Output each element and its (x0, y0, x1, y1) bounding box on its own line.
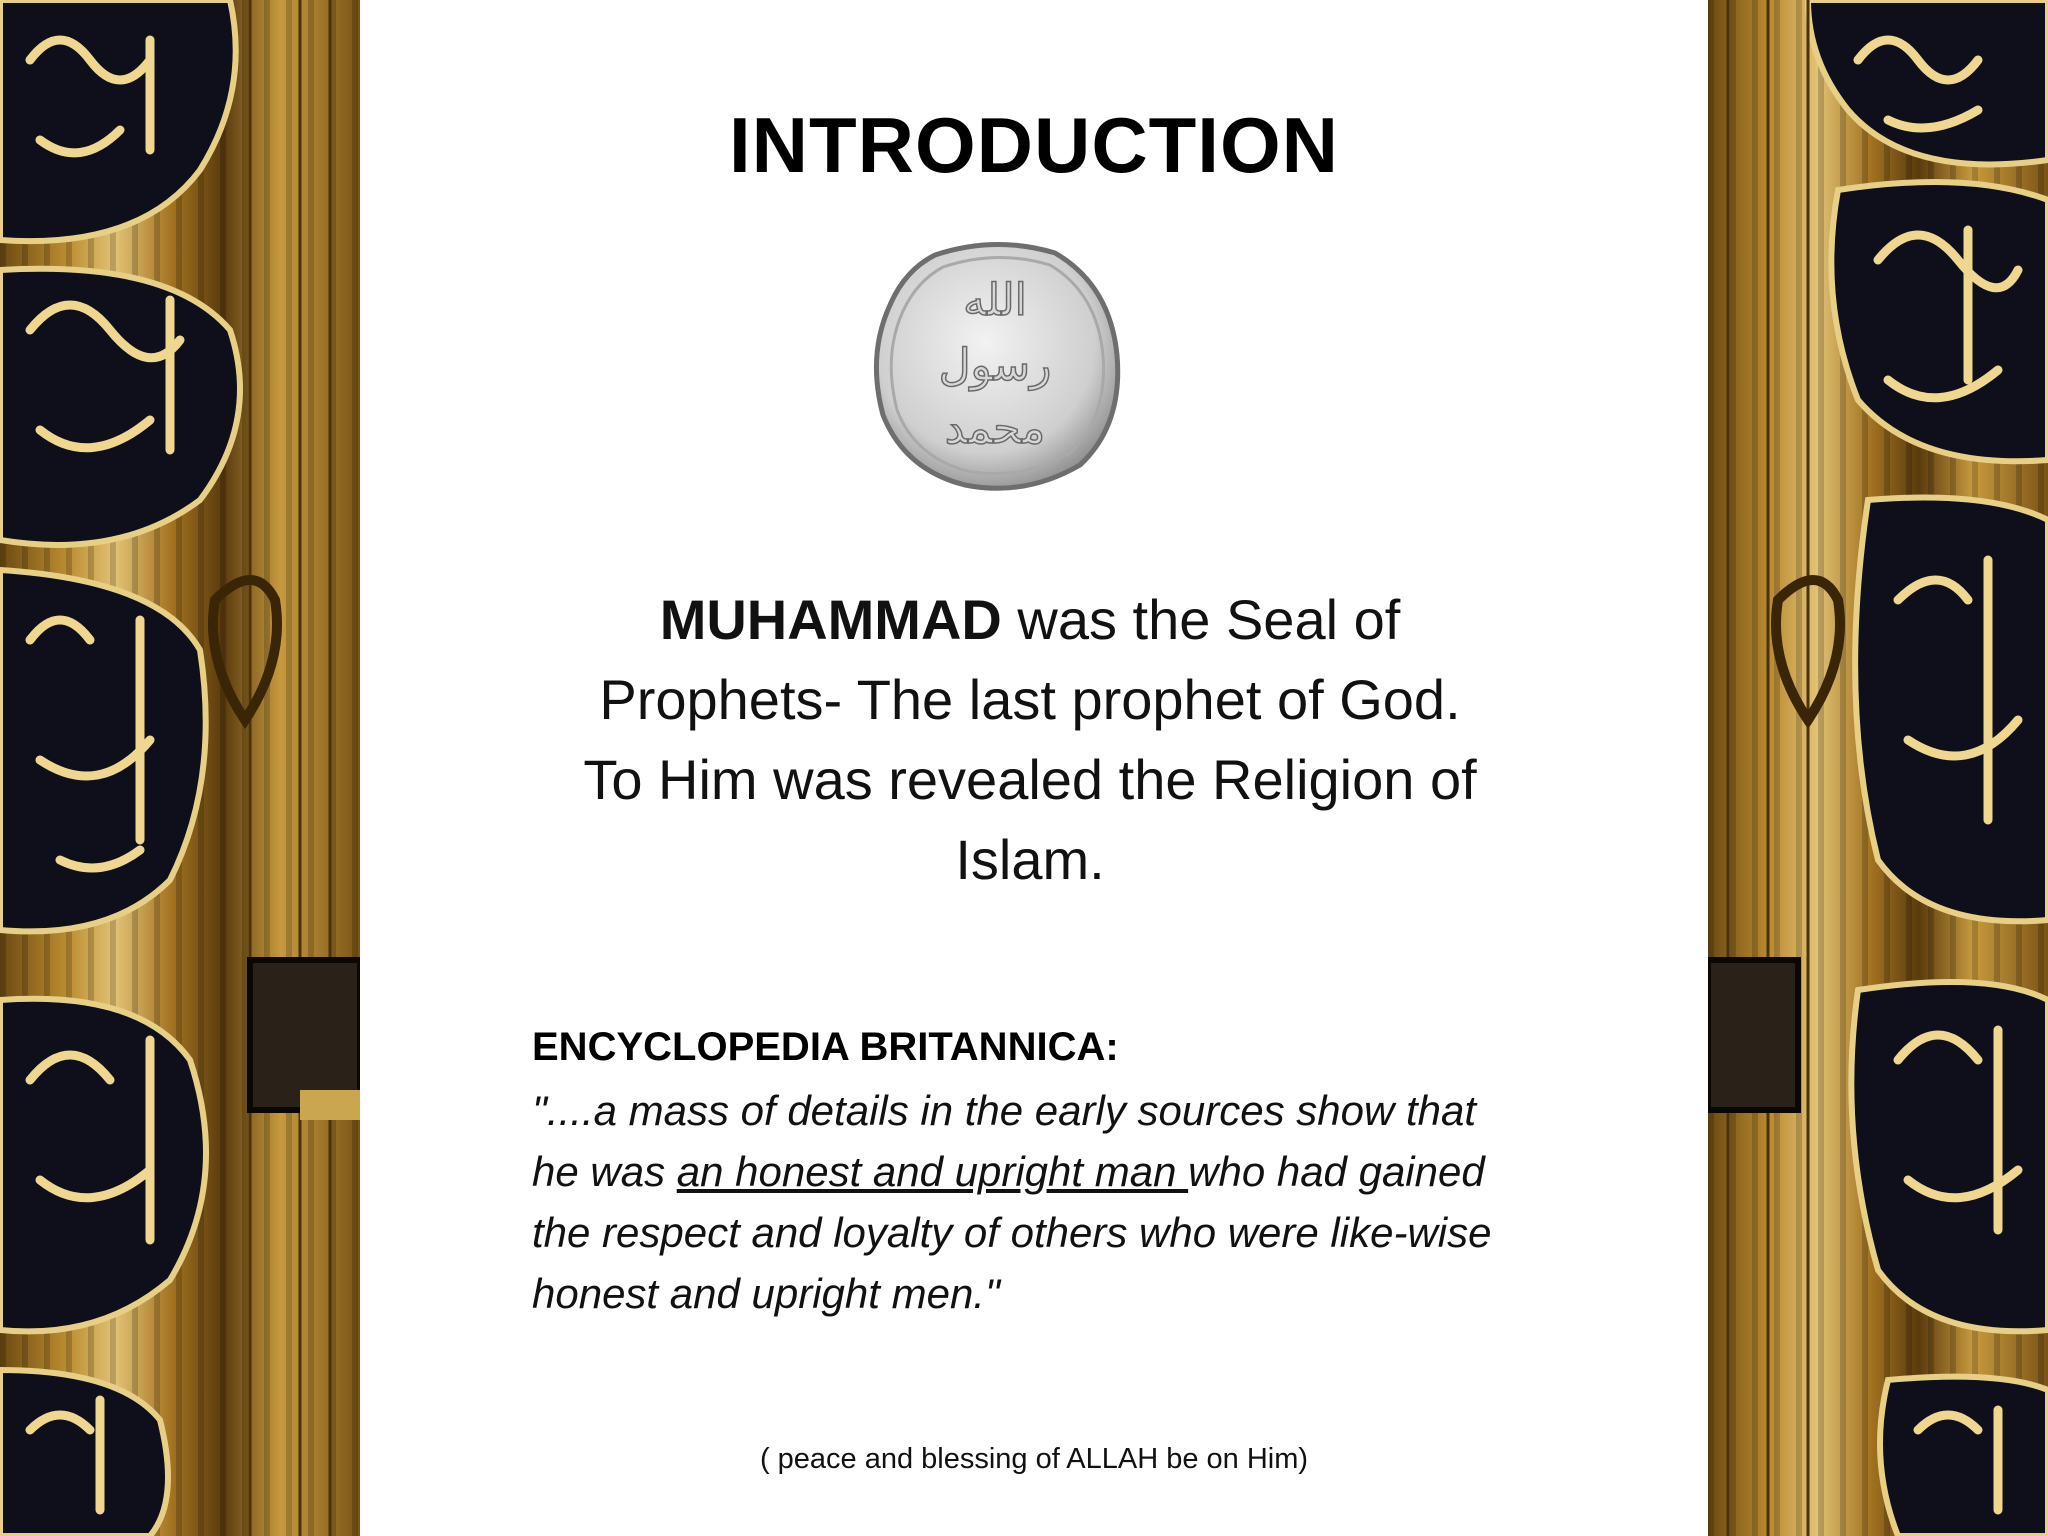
footer-note: ( peace and blessing of ALLAH be on Him) (759, 1443, 1309, 1475)
content-area (360, 0, 1708, 1536)
left-decorative-panel (0, 0, 360, 1536)
kiswah-embroidery-left (0, 0, 360, 1536)
slide-title: INTRODUCTION (729, 101, 1339, 189)
main-statement (530, 580, 1530, 900)
main-line-3: To Him was revealed the Religion of (583, 748, 1477, 811)
seal-image (865, 235, 1125, 495)
main-line-1 (530, 580, 1530, 660)
seal-icon (865, 235, 1125, 495)
quote-part-1: "....a mass of details in the early sources show that he was (532, 1087, 1477, 1195)
encyclopedia-heading: ENCYCLOPEDIA BRITANNICA: (532, 1025, 1119, 1069)
seal-line-2: رسول (938, 340, 1052, 391)
seal-line-1: الله (963, 275, 1027, 326)
muhammad-name: MUHAMMAD (659, 588, 1002, 651)
seal-line-3: محمد (944, 403, 1046, 454)
kiswah-embroidery-right (1708, 0, 2048, 1536)
main-line-4: Islam. (955, 828, 1105, 891)
main-line-1-rest: was the Seal of (1001, 588, 1401, 651)
encyclopedia-quote (532, 1080, 1532, 1324)
quote-part-2: who had gained the respect and loyalty of others who were like-wise honest and upright men." (532, 1148, 1492, 1317)
main-line-2: Prophets- The last prophet of God. (599, 668, 1461, 731)
quote-underlined: an honest and upright man (676, 1148, 1189, 1195)
right-decorative-panel (1708, 0, 2048, 1536)
